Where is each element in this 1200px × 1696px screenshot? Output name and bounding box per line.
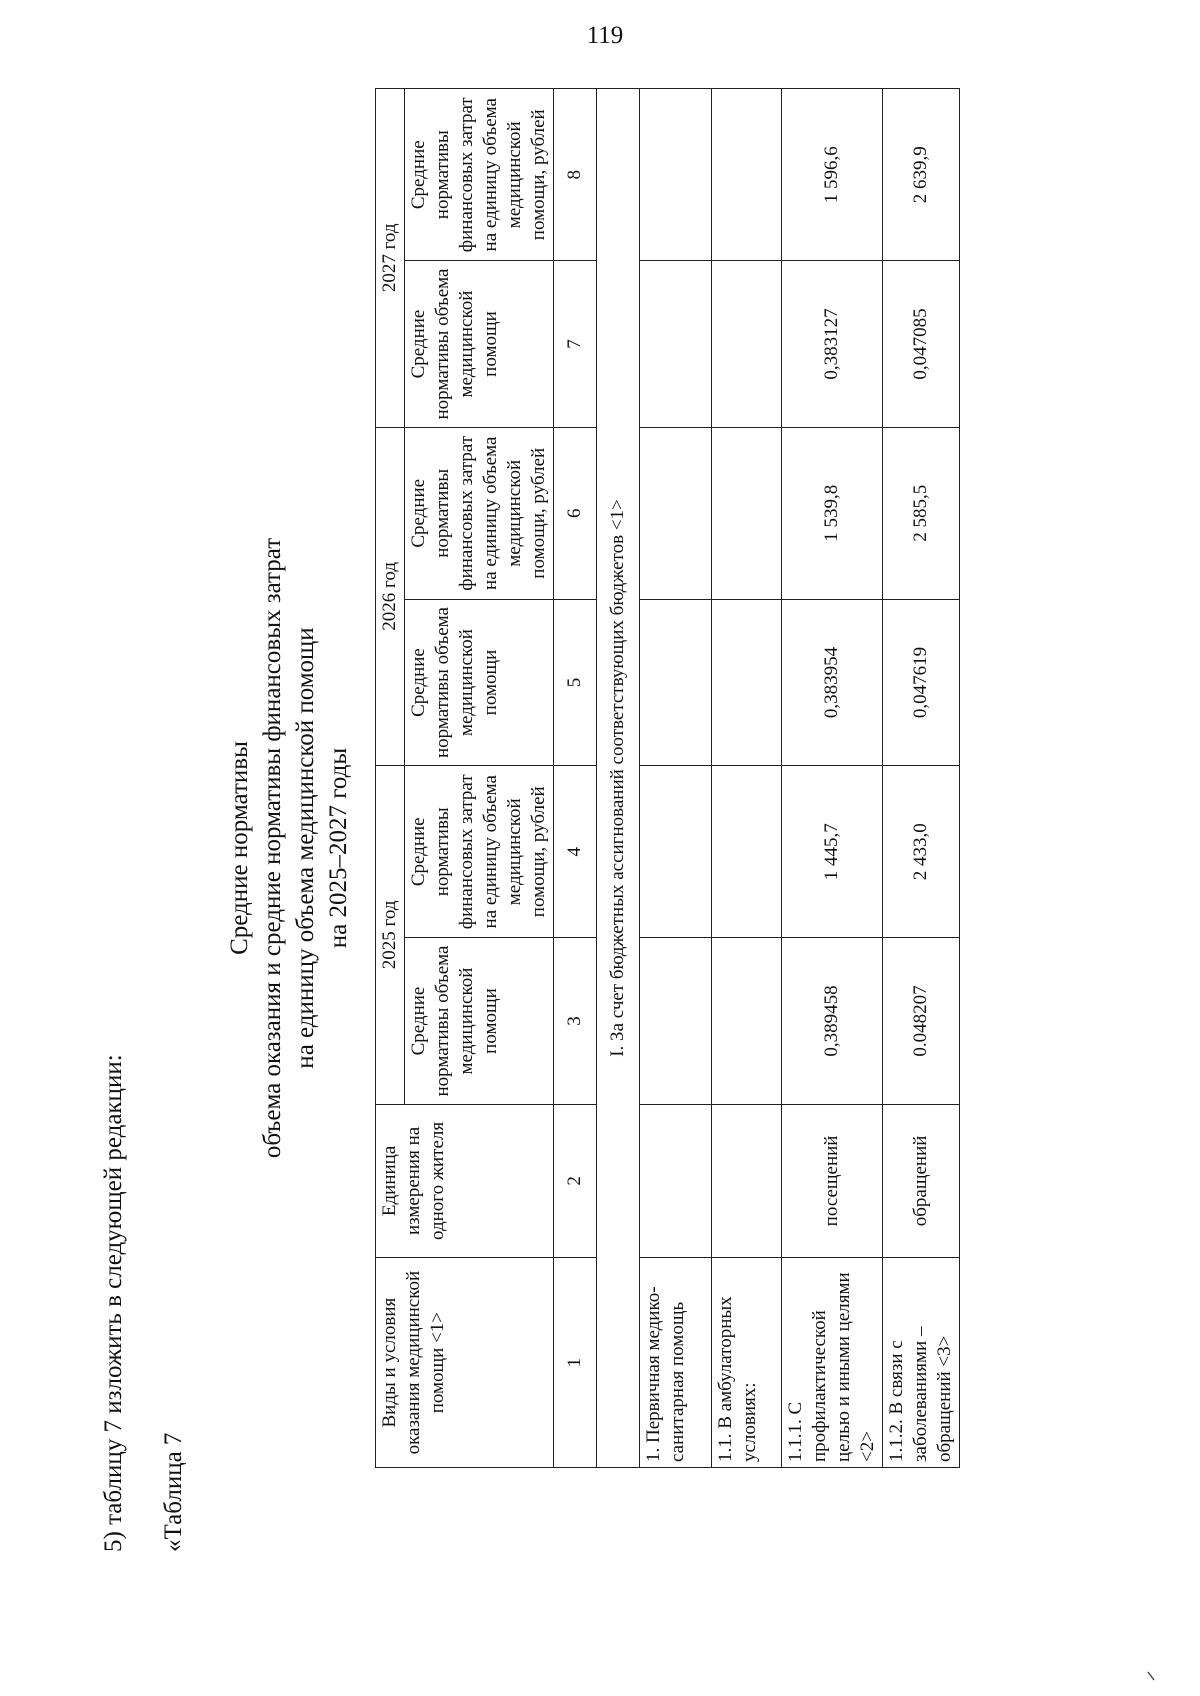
column-number: 7 — [554, 261, 597, 427]
cell-value: 0,389458 — [782, 938, 883, 1104]
column-number: 4 — [554, 766, 597, 938]
cost-header: Средние нормативы финансовых затрат на единицу объема медицинской помощи, рублей — [405, 89, 554, 261]
column-number-row — [554, 89, 597, 1468]
year-header: 2026 год — [376, 427, 405, 766]
cell-value: 1 445,7 — [782, 766, 883, 938]
column-number: 6 — [554, 427, 597, 599]
column-number: 1 — [554, 1258, 597, 1468]
intro-text: 5) таблицу 7 изложить в следующей редакции: — [100, 1054, 127, 1552]
col-header-type: Виды и условия оказания медицинской помощи <1> — [376, 1258, 554, 1468]
cell-value: 2 639,9 — [883, 89, 960, 261]
cell-value: 0,383127 — [782, 261, 883, 427]
rotated-content — [0, 98, 1200, 1598]
cell-value — [640, 766, 712, 938]
cell-value: 0,383954 — [782, 599, 883, 765]
section-row — [597, 89, 640, 1468]
cell-value — [640, 599, 712, 765]
cell-value — [640, 261, 712, 427]
cost-header: Средние нормативы финансовых затрат на единицу объема медицинской помощи, рублей — [405, 766, 554, 938]
table-row — [640, 89, 712, 1468]
cell-value: 0,047085 — [883, 261, 960, 427]
cell-value — [712, 427, 782, 599]
cell-value — [712, 261, 782, 427]
volume-header: Средние нормативы объема медицинской помощи — [405, 938, 554, 1104]
page-number: 119 — [586, 22, 624, 49]
cell-value: 1 539,8 — [782, 427, 883, 599]
header-row-years — [376, 89, 405, 1468]
cell-value — [640, 427, 712, 599]
year-header: 2025 год — [376, 766, 405, 1105]
column-number: 8 — [554, 89, 597, 261]
cell-value — [640, 938, 712, 1104]
column-number: 3 — [554, 938, 597, 1104]
cell-value — [712, 938, 782, 1104]
title-line: на 2025–2027 годы — [325, 747, 352, 949]
cell-value — [712, 766, 782, 938]
table-row — [712, 89, 782, 1468]
corner-mark — [1118, 1666, 1178, 1686]
cell-value — [712, 599, 782, 765]
title-line: на единицу объема медицинской помощи — [292, 627, 319, 1069]
volume-header: Средние нормативы объема медицинской помощи — [405, 599, 554, 765]
cell-value — [640, 89, 712, 261]
column-number: 5 — [554, 599, 597, 765]
norms-table — [375, 88, 960, 1468]
row-label: 1.1.2. В связи с заболеваниями – обращений <3> — [883, 1258, 960, 1468]
cell-value: 0,047619 — [883, 599, 960, 765]
row-label: 1.1. В амбулаторных условиях: — [712, 1258, 782, 1468]
cell-value: 2 585,5 — [883, 427, 960, 599]
col-header-unit: Единица измерения на одного жителя — [376, 1104, 554, 1258]
cell-value — [712, 89, 782, 261]
section-title: I. За счет бюджетных ассигнований соответствующих бюджетов <1> — [597, 89, 640, 1468]
table-row — [782, 89, 883, 1468]
row-unit — [640, 1104, 712, 1258]
title-line: Средние нормативы — [226, 741, 253, 955]
volume-header: Средние нормативы объема медицинской помощи — [405, 261, 554, 427]
column-number: 2 — [554, 1104, 597, 1258]
table-row — [883, 89, 960, 1468]
row-unit: обращений — [883, 1104, 960, 1258]
row-label: 1.1.1. С профилактической целью и иными целями <2> — [782, 1258, 883, 1468]
cell-value: 1 596,6 — [782, 89, 883, 261]
year-header: 2027 год — [376, 89, 405, 428]
cell-value: 2 433,0 — [883, 766, 960, 938]
table-label: «Таблица 7 — [160, 1432, 187, 1552]
row-unit: посещений — [782, 1104, 883, 1258]
title-line: объема оказания и средние нормативы финансовых затрат — [259, 537, 286, 1159]
cost-header: Средние нормативы финансовых затрат на единицу объема медицинской помощи, рублей — [405, 427, 554, 599]
cell-value: 0.048207 — [883, 938, 960, 1104]
row-label: 1. Первичная медико-санитарная помощь — [640, 1258, 712, 1468]
table-title — [223, 98, 355, 1598]
row-unit — [712, 1104, 782, 1258]
